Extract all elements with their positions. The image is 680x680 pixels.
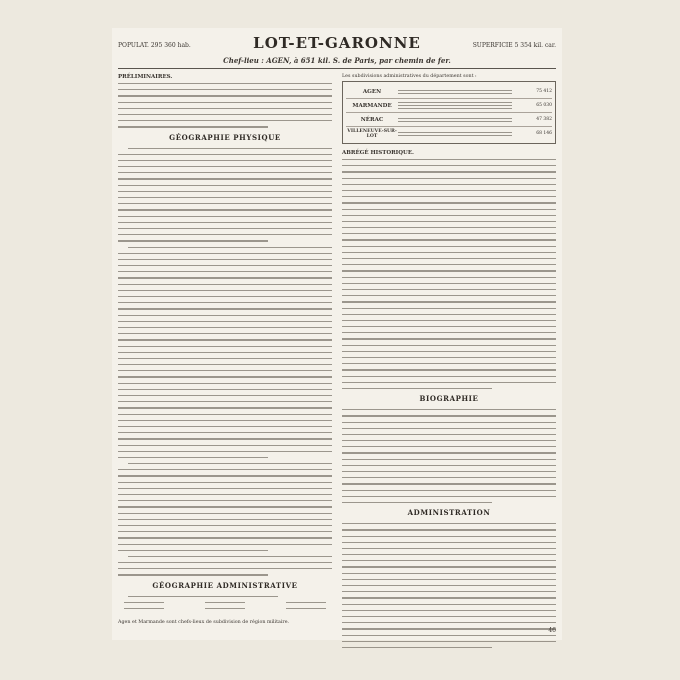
administration-text <box>342 523 556 648</box>
admin-note: Agen et Marmande sont chefs-lieux de subdivision de région militaire. <box>118 620 290 626</box>
page-header <box>112 34 562 56</box>
preliminaires-heading: PRÉLIMINAIRES. <box>118 74 173 80</box>
arrondissement-pop: 68 146 <box>536 131 552 136</box>
superficie-label: SUPERFICIE 5 354 kil. car. <box>472 42 556 49</box>
admin-mini-table <box>118 602 332 614</box>
document-page <box>112 28 562 640</box>
table-row <box>346 127 552 140</box>
arrondissement-name: VILLENEUVE-SUR-LOT <box>347 128 397 139</box>
left-column <box>118 74 332 625</box>
preliminaires-text <box>118 83 332 128</box>
arrondissement-name: MARMANDE <box>352 102 392 109</box>
administration-heading: ADMINISTRATION <box>407 508 491 518</box>
table-row <box>346 113 552 127</box>
population-label: POPULAT. 295 360 hab. <box>118 42 191 49</box>
biographie-heading: BIOGRAPHIE <box>419 394 479 404</box>
subdivisions-intro: Les subdivisions administratives du département sont : <box>342 74 477 79</box>
abrege-historique-heading: ABRÉGÉ HISTORIQUE. <box>342 150 414 156</box>
table-row <box>346 99 552 113</box>
chef-lieu-line: Chef-lieu : AGEN, à 651 kil. S. de Paris, par chemin de fer. <box>223 56 451 65</box>
arrondissement-pop: 47 382 <box>536 117 552 122</box>
page-title: LOT-ET-GARONNE <box>253 34 421 52</box>
table-row <box>346 85 552 99</box>
page-number: 46 <box>548 627 556 634</box>
biographie-text <box>342 409 556 503</box>
geographie-physique-heading: GÉOGRAPHIE PHYSIQUE <box>169 132 281 142</box>
arrondissement-pop: 65 030 <box>536 103 552 108</box>
arrondissement-pop: 75 412 <box>536 89 552 94</box>
abrege-historique-text <box>342 159 556 389</box>
header-rule <box>118 68 556 69</box>
arrondissements-table <box>342 81 556 144</box>
geo-admin-text <box>118 596 332 597</box>
arrondissement-name: NÉRAC <box>360 116 384 123</box>
geographie-administrative-heading: GÉOGRAPHIE ADMINISTRATIVE <box>152 580 298 590</box>
arrondissement-name: AGEN <box>362 88 382 95</box>
geographie-physique-text <box>118 148 332 576</box>
right-column <box>342 74 556 653</box>
